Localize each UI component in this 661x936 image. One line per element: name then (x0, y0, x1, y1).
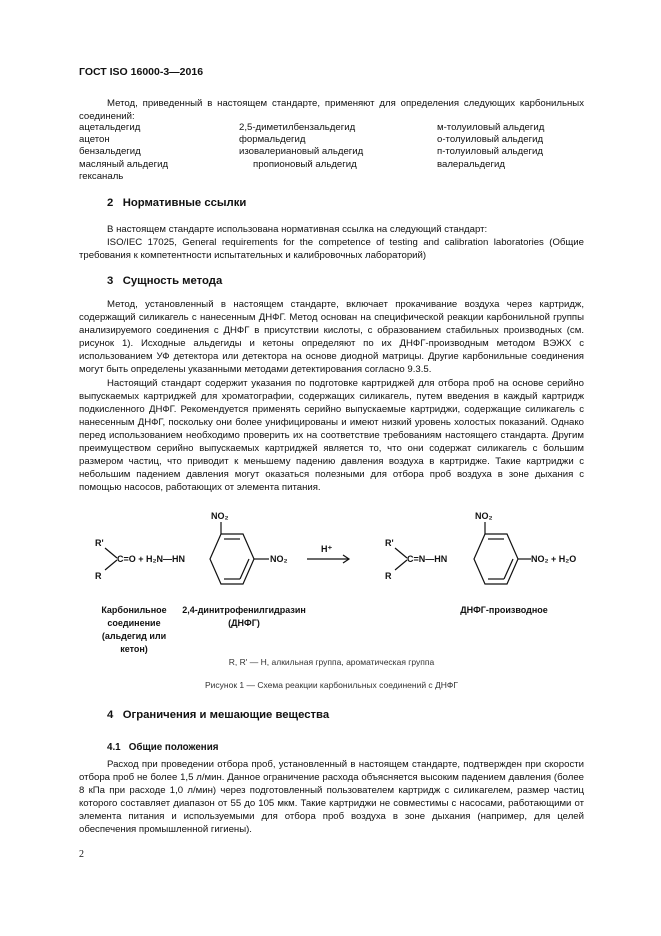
compound-item: о-толуиловый альдегид (437, 134, 544, 146)
compound-item: ацетальдегид (79, 122, 141, 133)
figure-note: R, R' — H, алкильная группа, ароматическая группа (228, 657, 435, 667)
compound-item: ацетон (79, 134, 110, 146)
benzene-ring-left (210, 534, 254, 584)
label-acid-catalyst: H⁺ (321, 544, 333, 554)
subsection-4-1-heading (107, 741, 218, 754)
reaction-scheme-svg (79, 504, 584, 604)
compound-item: валеральдегид (437, 158, 505, 170)
section-3-paragraph-1: Метод, установленный в настоящем стандарте, включает прокачивание воздуха через картридж, содержащий силикагель с нанесенным ДНФГ. Метод основан на специфической реакции карбонильной группы анализируемого соединения с ДНФГ в присутствии кислоты, с образованием стабильных производных (см. рисунок 1). Исходные альдегиды и кетоны определяют по их ДНФГ-производным методом ВЭЖХ с использованием УФ детектора или детектора на основе диодной матрицы. Другие карбонильные соединения могут быть определены указанными методами детектирования согласно 9.3.5. (79, 299, 584, 375)
section-2-heading (107, 197, 246, 210)
reaction-scheme-figure (79, 504, 584, 654)
compound-column-2 (239, 121, 363, 170)
section-4-paragraph-1: Расход при проведении отбора проб, установленный в настоящем стандарте, подтвержден при скорости отбора проб не более 1,5 л/мин. Данное ограничение расхода объясняется высоким падением давления (более 8 кПа при расходе 1,0 л/мин) через подготовленный пользователем картридж с силикагелем, размер частиц которого составляет диапазон от 55 до 105 мкм. Такие картриджи не совместимы с насосами, работающими от элемента питания и используемыми для отбора проб воздуха в зоне дыхания (например, для целей обеспечения промышленной гигиены). (79, 759, 584, 835)
label-r-prime: R' (95, 538, 104, 548)
label-hydrazone: C=N—HN (407, 554, 448, 564)
intro-paragraph: Метод, приведенный в настоящем стандарте, применяют для определения следующих карбонильных соединений: (79, 98, 584, 122)
label-no2: NO₂ (211, 511, 229, 521)
section-number: 4 (107, 709, 114, 721)
label-carbonyl-reagent: C=O + H₂N—HN (117, 554, 186, 564)
section-3-heading (107, 275, 222, 288)
caption-carbonyl-compound: Карбонильное соединение (альдегид или кетон) (101, 605, 167, 654)
compound-item: изовалериановый альдегид (239, 146, 364, 158)
section-title: Ограничения и мешающие вещества (122, 709, 330, 721)
document-header: ГОСТ ISO 16000-3—2016 (79, 66, 204, 78)
compound-item: гексаналь (79, 170, 124, 182)
section-3-paragraph-2: Настоящий стандарт содержит указания по подготовке картриджей для отбора проб на основе серийно выпускаемых картриджей для хроматографии, содержащих силикагель, путем введения в каждый картридж подкисленного ДНФГ. Рекомендуется применять серийно выпускаемые картриджи, содержащие силикагель с нанесенным ДНФГ, поскольку они более унифицированы и имеют низкий уровень холостых показаний. Однако перед использованием необходимо проверить их на соответствие требованиям настоящего стандарта. Другим преимуществом серийно выпускаемых картриджей является то, что они содержат силикагель с большим размером частиц, что приводит к меньшему падению давления воздуха в картридже. Такие картриджи с небольшим падением давления могут оказаться полезными для отбора проб воздуха в зоне дыхания с помощью насосов, работающих от элемента питания. (79, 378, 584, 493)
bond-line (395, 560, 407, 570)
compound-item: п-толуиловый альдегид (437, 146, 543, 158)
bond-line (105, 548, 117, 558)
compound-column-3 (437, 121, 544, 170)
bond-line (395, 548, 407, 558)
label-r-prime: R' (385, 538, 394, 548)
section-number: 3 (107, 275, 114, 287)
label-r: R (385, 571, 392, 581)
compound-item: пропионовый альдегид (253, 158, 357, 170)
section-title: Сущность метода (122, 275, 223, 287)
caption-dnph: 2,4-динитрофенилгидразин (ДНФГ) (182, 605, 306, 628)
compound-item: масляный альдегид (79, 158, 169, 170)
bond-line (504, 559, 513, 579)
benzene-ring-right (474, 534, 518, 584)
section-4-heading (107, 709, 329, 722)
label-no2-water: NO₂ + H₂O (531, 554, 577, 564)
section-2-paragraph-1: В настоящем стандарте использована нормативная ссылка на следующий стандарт: (107, 224, 488, 235)
label-no2: NO₂ (475, 511, 493, 521)
section-title: Нормативные ссылки (122, 197, 247, 209)
compound-column-1 (79, 121, 168, 182)
caption-dnph-derivative: ДНФГ-производное (460, 605, 548, 615)
subsection-number: 4.1 (107, 742, 121, 753)
bond-line (105, 560, 117, 570)
figure-caption: Рисунок 1 — Схема реакции карбонильных соединений с ДНФГ (204, 680, 459, 690)
label-r: R (95, 571, 102, 581)
bond-line (240, 559, 249, 579)
label-no2: NO₂ (270, 554, 288, 564)
compound-item: 2,5-диметилбензальдегид (239, 122, 356, 133)
compound-item: бензальдегид (79, 146, 141, 158)
section-number: 2 (107, 197, 114, 209)
compound-item: м-толуиловый альдегид (437, 122, 545, 133)
section-2-paragraph-2: ISO/IEC 17025, General requirements for the competence of testing and calibration laboratories (Общие требования к компетентности испытательных и калибровочных лабораторий) (79, 237, 584, 261)
compound-item: формальдегид (239, 134, 306, 146)
subsection-title: Общие положения (128, 742, 219, 753)
page-number: 2 (79, 849, 84, 860)
